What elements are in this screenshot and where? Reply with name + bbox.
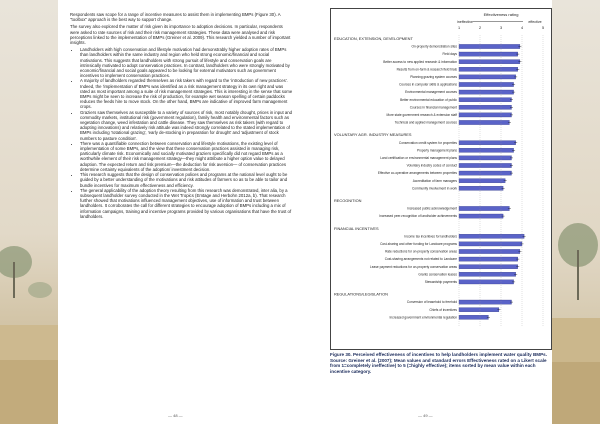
list-item: • Landholders with high conservation and lifestyle motivation had demonstrably higher adoption rates of BMPs than landholders within the same industry and region who held strong economic/financial and social motivations. This suggests that landholders with strong pursuit of lifestyle and conservation goals are intrinsically motivated to adopt conservation practices. In contrast, landholders who were strongly motivated by economic/financial and social goals appeared to be looking for external motivators such as government incentives to implement conservation practices. <box>80 47 293 78</box>
bar <box>459 257 518 261</box>
category-label: Better access to new applied research & information <box>383 59 457 64</box>
bar <box>459 186 503 190</box>
category-label: Conversion of leasehold to freehold <box>406 300 457 305</box>
category-label: Property management plans <box>416 148 457 153</box>
category-label: Stewardship payments <box>424 280 457 284</box>
bar <box>459 44 520 48</box>
bar <box>459 280 514 284</box>
bar <box>459 272 516 276</box>
scale-low-label: ineffective <box>456 20 474 24</box>
bar <box>459 75 516 79</box>
landscape-photo-left <box>0 0 58 424</box>
tick-label: 3 <box>499 26 503 30</box>
list-item: • There was a quantifiable connection between conservation and lifestyle motivations, the existing level of implementation of some BMPs, and the view that these conservation practices assisted in managing risk, particularly climate risk. Economically and socially motivated graziers specifically did not regard BMPs as a worthwhile element of their risk management strategy—they might attribute a higher option value to delayed adoption. The expected return and risk premium—the deduction for risk aversion— of conservation practices determine certainty equivalents of the adoption/ investment decision. <box>80 141 293 172</box>
category-label: Chiefs of incentives <box>429 307 457 312</box>
bar <box>459 308 499 312</box>
bar <box>459 82 514 86</box>
category-label: Community involvement in work <box>412 186 457 191</box>
bar <box>459 105 512 109</box>
bar <box>459 98 512 102</box>
category-label: Voluntary industry codes of conduct <box>406 163 457 168</box>
bar <box>459 120 509 124</box>
paragraph-intro: Respondents saw scope for a range of incentive measures to assist them in implementing BMPs (Figure 30). A "toolbox" approach is the best way to support change. <box>70 12 281 23</box>
list-item: • The general applicability of the adoption theory resulting from this research was demonstrated, inter alia, by a subsequent landholder survey conducted in the Wet Tropics (Emtage and Herbohn 2012a, b). That research further showed that motivations influenced management objectives, use of information and trust between landholders. It corroborates the call for different strategies to encourage adoption of BMPs including a mix of information campaigns, training and incentive programs provided by various organisations that have the trust of landholders. <box>80 188 293 219</box>
category-label: On-property demonstration sites <box>411 44 457 49</box>
category-label: Land certification or environmental management plans <box>380 156 457 160</box>
bar <box>459 60 520 64</box>
list-item: • Graziers saw themselves as susceptible to a variety of sources of risk, most notably drought, prices in input and commodity markets, institutional risk (government regulation), family health and environmental factors such as vegetation change, weed infestation and cattle disease. They saw themselves as risk takers (with regard to adopting innovations) and relatively risk attitude was indeed strongly correlated to the stated implementation of BMPs including 'rotational grazing', 'early de-stocking in preparation for drought' and 'adjustment of stock numbers to pasture condition'. <box>80 110 293 141</box>
bar <box>459 265 518 269</box>
bar <box>459 206 509 210</box>
category-label: Lease payment reductions for on-property conservation areas <box>370 264 457 269</box>
figure-caption: Figure 30. Perceived effectiveness of incentives to help landholders implement water quality BMPs. Source: Greiner et al. (2007); Mean values and standard errors Effectiveness rated on a Likert scale from 1=completely ineffective) to 5 (=highly effective); items sorted by mean value within each incentive category. <box>330 352 547 374</box>
scale-high-label: effective <box>528 20 542 24</box>
group-title: EDUCATION, EXTENSION, DEVELOPMENT <box>334 36 413 41</box>
category-label: Grants conservation leases <box>418 272 457 277</box>
bar <box>459 249 520 253</box>
bar <box>459 148 514 152</box>
bar <box>459 214 503 218</box>
tick-label: 4 <box>520 26 524 30</box>
category-label: Increased government environmental regulation <box>389 315 457 320</box>
tick-label: 1 <box>457 26 461 30</box>
tick-label: 2 <box>478 26 482 30</box>
category-label: Rate reductions for on-property conservation areas <box>385 249 457 254</box>
bar <box>459 171 512 175</box>
left-page <box>58 0 299 424</box>
bar <box>459 113 512 117</box>
category-label: Better environmental education of public <box>400 97 457 102</box>
list-item: • A majority of landholders regarded themselves as risk takers with regard to the 'introduction of new practices'. Indeed, the 'implementation of BMPs was identified as a risk management strategy in its own right and was rated as most important among a suite of risk management strategies. This is interesting in the sense that some BMPs might be seen to increase the risk of production, for example wet season spelling of certain paddocks reduces the feeds hire to move stock. On the other hand, BMPs are indicative of improved farm management crops. <box>80 78 293 109</box>
category-label: Increased public acknowledgement <box>407 206 457 211</box>
bar <box>459 179 505 183</box>
page-number-left: — 48 — <box>168 413 183 418</box>
bar <box>459 90 514 94</box>
landscape-photo-right <box>552 0 600 424</box>
group-title: VOLUNTARY AGR. INDUSTRY MEASURES <box>334 132 412 138</box>
figure-30-chart <box>330 8 552 350</box>
category-label: Technical and applied management courses <box>394 120 457 125</box>
legend-label: Effectiveness rating <box>483 12 519 17</box>
bar <box>459 234 524 238</box>
category-label: Planning grazing system courses <box>410 75 457 79</box>
bar <box>459 242 522 246</box>
insights-list <box>70 47 293 219</box>
category-label: More state government research & extension staff <box>386 113 457 117</box>
category-label: Environmental management courses <box>405 90 457 95</box>
tick-label: 5 <box>541 26 545 30</box>
group-title: REGULATIONS/LEGISLATION <box>334 291 388 297</box>
right-page <box>300 0 552 424</box>
bar <box>459 156 512 160</box>
bar <box>459 141 516 145</box>
category-label: Results from on-farm & research field trials <box>396 67 457 72</box>
category-label: Accreditation of farm managers <box>412 178 457 183</box>
bar <box>459 163 512 167</box>
category-label: Courses in computer skills & applications <box>399 82 457 87</box>
category-label: Courses in financial management <box>409 105 457 110</box>
paragraph-risk: The survey also explored the matter of risk given its importance to adoption decisions. In particular, respondents were asked to rate sources of risk and their risk management strategies. These data were analysed and risk perceptions linked to the implementation of BMPs (Greiner et al. 2009). This research yielded a number of important insights. <box>70 24 291 46</box>
page-number-right: — 49 — <box>418 413 433 418</box>
category-label: Income tax incentives for landholders <box>404 234 457 239</box>
bar <box>459 315 488 319</box>
bar <box>459 67 518 71</box>
category-label: Cost-sharing arrangements not related to Landcare <box>384 257 457 262</box>
category-label: Field days <box>442 52 457 57</box>
category-label: Cost-sharing and other funding for Landcare programs <box>380 242 457 246</box>
group-title: RECOGNITION <box>334 198 362 203</box>
bar <box>459 52 518 56</box>
category-label: Increased peer-recognition of landholder achievements <box>379 214 457 219</box>
category-label: Conservation credit system for properties <box>398 140 457 145</box>
category-label: Effective co-operative arrangements between properties <box>377 171 457 176</box>
bar <box>459 300 512 304</box>
group-title: FINANCIAL INCENTIVES <box>334 225 379 231</box>
effectiveness-bar-chart <box>331 9 551 349</box>
list-item: • This research suggests that the design of conservation polices and programs at the national level ought to be guided by a better understanding of the motivations and risk attitudes of farmers so as to be able to tailor and bundle incentives for maximum effectiveness and efficiency. <box>80 172 293 188</box>
body-text <box>70 12 293 219</box>
